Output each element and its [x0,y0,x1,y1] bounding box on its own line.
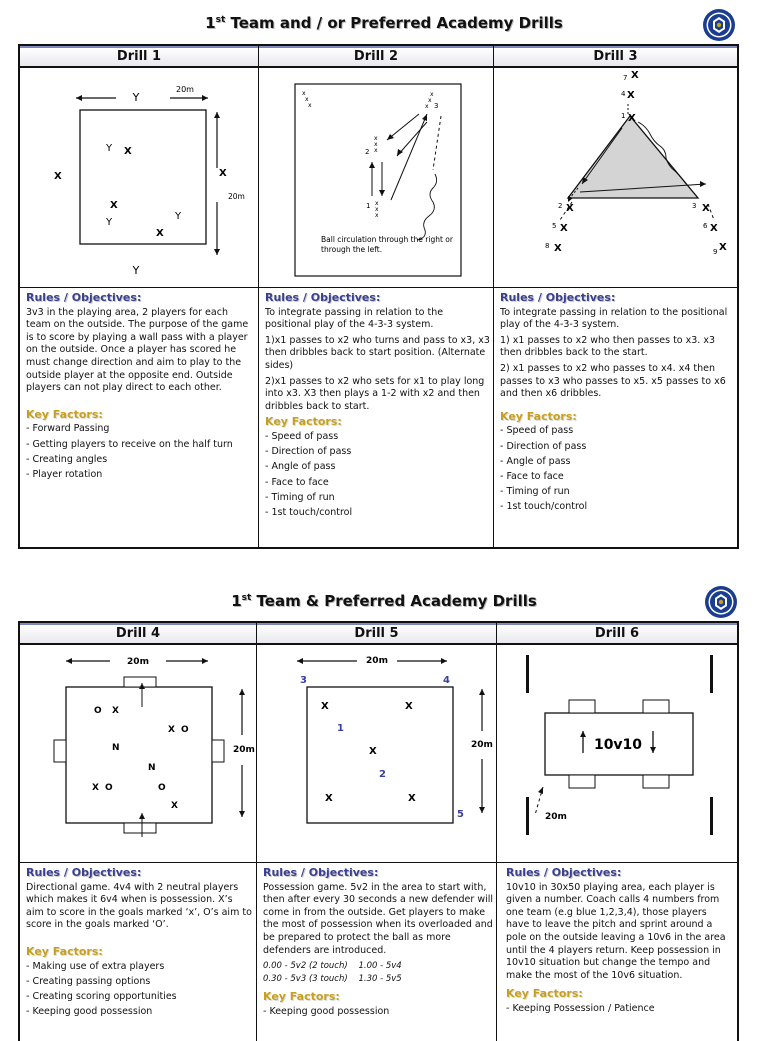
list-item: - Face to face [265,476,329,488]
d5-num-5: 5 [457,809,464,820]
drill-2-rule: 2)x1 passes to x2 who sets for x1 to play long into x3. X3 then plays a 1-2 with x2 and then dribbles back to start. [265,375,485,412]
drill-2-text [265,292,490,522]
drill-1-key-factors [26,423,254,481]
d2-x-i: x [374,147,378,154]
drill-4-text [26,867,252,1021]
d2-x-d: x [430,91,434,98]
d5-x5: X [408,793,416,804]
list-item: - Creating angles [26,453,108,465]
d5-num-1: 1 [337,723,344,734]
drill-2-rule: To integrate passing in relation to the positional play of the 4-3-3 system. [265,306,444,331]
drill-5-diagram [257,647,496,861]
d6-len: 20m [545,812,567,822]
d1-x2: X [110,200,118,211]
drill-2-header: Drill 2 [259,48,493,66]
d5-num-2: 2 [379,769,386,780]
list-item: - Angle of pass [500,455,571,467]
d4-x2: X [168,725,175,735]
row-divider [20,862,737,863]
d2-x-b: x [305,96,309,103]
row-divider [20,287,737,288]
d3-n3: 3 [692,202,697,210]
d2-num-2: 2 [365,148,370,156]
drill-2-diagram [259,70,493,286]
d4-x3: X [92,783,99,793]
d5-num-3: 3 [300,675,307,686]
d3-x4: X [627,90,635,101]
d4-o2: O [181,725,189,735]
d2-caption-line2: through the left. [321,245,383,254]
d2-num-1: 1 [366,202,371,210]
drill-5-rule: Possession game. 5v2 in the area to start with, then after every 30 seconds a new defender will come in from the outside. Get players to make the most of possession when its overloaded and be prepared to protect the ball as more defenders are introduced. [263,881,494,956]
d3-n4: 4 [621,90,626,98]
d5-x1: X [321,701,329,712]
d1-y-top: Y [132,91,140,104]
club-crest-icon [702,8,736,42]
d1-x-left: X [54,171,62,182]
d1-x1: X [124,146,132,157]
d4-o4: O [158,783,166,793]
drill-4-key-factors-title: Key Factors: [26,944,103,958]
list-item: - Keeping Possession / Patience [506,1002,655,1014]
list-item: - Making use of extra players [26,960,165,972]
d4-o3: O [105,783,113,793]
drill-3-key-factors [500,425,732,514]
drill-2-key-factors-title: Key Factors: [265,415,342,429]
club-crest-icon [704,585,738,619]
drills-table-2 [18,621,739,1041]
d2-x-g: x [374,135,378,142]
d4-x1: X [112,706,119,716]
d1-y2: Y [106,217,113,228]
d5-x2: X [405,701,413,712]
drill-3-rule: 2) x1 passes to x2 who passes to x4. x4 then passes to x3 who passes to x5. x5 passes to x6 and then x6 dribbles. [500,362,726,400]
drill-3-text [500,292,732,516]
d2-num-3: 3 [434,102,439,110]
d1-x-right: X [219,168,227,179]
drill-1-key-factors-title: Key Factors: [26,407,103,421]
drill-5-timing: 0.30 - 5v3 (3 touch) 1.30 - 5v5 [263,973,402,984]
list-item: - Creating passing options [26,975,151,987]
d5-x4: X [325,793,333,804]
list-item: - 1st touch/control [265,506,353,518]
drill-6-key-factors [506,1003,732,1016]
drill-4-diagram [20,647,256,861]
d2-x-j: x [375,200,379,207]
drill-3-rules-title: Rules / Objectives: [500,291,616,304]
d3-x3: X [702,203,710,214]
list-item: - Speed of pass [500,425,574,437]
drill-4-header: Drill 4 [20,625,256,643]
drill-1-diagram [20,70,258,286]
d3-x1: X [628,113,636,124]
d6-label: 10v10 [593,737,643,753]
d5-len-top: 20m [366,656,388,666]
drill-2-rules-title: Rules / Objectives: [265,291,381,304]
section1-title: 1st Team and / or Preferred Academy Drills [205,14,563,32]
d1-y-bottom: Y [132,264,140,277]
drill-5-key-factors [263,1006,493,1019]
list-item: - Direction of pass [265,446,352,458]
drill-3-header: Drill 3 [494,48,737,66]
d4-x4: X [171,801,178,811]
drill-6-rule: 10v10 in 30x50 playing area, each player is given a number. Coach calls 4 numbers from one team (e.g blue 1,2,3,4), those players have to leave the pitch and sprint around a pole on the outside leaving a 10v6 in the area until the 4 players return. Keep possession in 10v10 situation but change the tempo and make the most of the 10v6 situation. [506,881,726,981]
drill-5-rules-title: Rules / Objectives: [263,866,379,879]
d4-len-top: 20m [127,657,149,667]
drill-6-diagram [497,647,737,861]
d1-len-top: 20m [176,85,194,94]
d3-n2: 2 [558,202,563,210]
d3-x9: X [719,242,727,253]
drill-5-header: Drill 5 [257,625,496,643]
list-item: - 1st touch/control [500,501,588,513]
list-item: - Forward Passing [26,423,110,435]
drill-3-key-factors-title: Key Factors: [500,409,577,423]
d3-n1: 1 [621,112,626,120]
d4-o1: O [94,706,102,716]
d2-x-l: x [375,212,379,219]
drill-5-text [263,867,493,1021]
d1-y3: Y [175,211,182,222]
d3-x7: X [631,70,639,81]
section2-title: 1st Team & Preferred Academy Drills [231,592,537,610]
drills-table-1 [18,44,739,549]
d3-x6: X [710,223,718,234]
d1-x3: X [156,228,164,239]
drill-4-rule: Directional game. 4v4 with 2 neutral players which makes it 6v4 when is possession. X’s aim to score in the goals marked ‘x’, O’s aim to score in the goals marked ‘O’. [26,881,252,931]
drill-6-key-factors-title: Key Factors: [506,987,583,1001]
list-item: - Timing of run [265,491,335,503]
drill-1-rule: 3v3 in the playing area, 2 players for each team on the outside. The purpose of the game is to score by playing a wall pass with a player on the outside. Once a player has scored he must change direction and aim to play to the outside player at the opposite end. Outside players can not play direct to each other. [26,306,249,394]
drill-1-text [26,292,254,484]
d2-caption-line1: Ball circulation through the right or [321,235,453,244]
list-item: - Angle of pass [265,461,336,473]
d3-x8: X [554,243,562,254]
d4-n1: N [112,743,120,753]
d3-x5: X [560,223,568,234]
d1-len-right: 20m [228,192,245,201]
d2-x-f: x [425,103,429,110]
d2-x-e: x [428,97,432,104]
d2-x-k: x [375,206,379,213]
drill-3-rule: To integrate passing in relation to the positional play of the 4-3-3 system. [500,306,728,331]
d1-y1: Y [106,143,113,154]
d2-x-c: x [308,102,312,109]
d3-n7: 7 [623,74,628,82]
drill-5-key-factors-title: Key Factors: [263,990,340,1004]
list-item: - Getting players to receive on the half turn [26,438,233,450]
d5-x3: X [369,746,377,757]
d2-x-h: x [374,141,378,148]
d3-x2: X [566,203,574,214]
d4-n2: N [148,763,156,773]
d5-len-right: 20m [471,740,493,750]
d4-len-right: 20m [233,745,255,755]
drill-2-rule: 1)x1 passes to x2 who turns and pass to x3, x3 then dribbles back to start position. (Alternate sides) [265,334,490,371]
drill-4-rules-title: Rules / Objectives: [26,866,142,879]
d3-n5: 5 [552,222,557,230]
drill-1-header: Drill 1 [20,48,258,66]
list-item: - Direction of pass [500,440,587,452]
drill-6-text [506,867,732,1018]
d2-x-a: x [302,90,306,97]
drill-1-rules-title: Rules / Objectives: [26,291,142,304]
drill-5-timing: 0.00 - 5v2 (2 touch) 1.00 - 5v4 [263,961,402,972]
list-item: - Player rotation [26,468,103,480]
list-item: - Creating scoring opportunities [26,990,177,1002]
drill-6-header: Drill 6 [497,625,737,643]
list-item: - Timing of run [500,486,570,498]
list-item: - Face to face [500,470,564,482]
list-item: - Keeping good possession [263,1005,390,1017]
drill-4-key-factors [26,961,252,1019]
d3-n9: 9 [713,248,718,256]
list-item: - Speed of pass [265,430,339,442]
d5-num-4: 4 [443,675,450,686]
drill-3-diagram [494,70,737,286]
d3-n8: 8 [545,242,550,250]
d3-n6: 6 [703,222,708,230]
drill-3-rule: 1) x1 passes to x2 who then passes to x3. x3 then dribbles back to the start. [500,334,716,359]
drill-6-rules-title: Rules / Objectives: [506,866,622,879]
drill-2-key-factors [265,431,490,520]
list-item: - Keeping good possession [26,1006,153,1018]
